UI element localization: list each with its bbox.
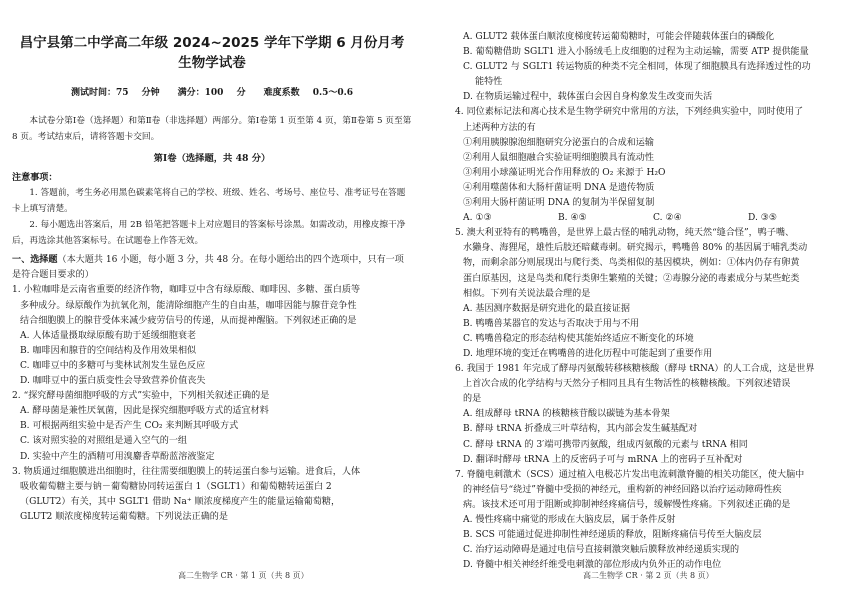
question-3-option-d: D. 在物质运输过程中，载体蛋白会因自身构象发生改变而失活	[463, 92, 713, 103]
question-3-option-c-cont: 能特性	[463, 77, 503, 88]
question-1-line: 结合细胞膜上的腺苷受体来减少疲劳信号的传递，从而提神醒脑。下列叙述正确的是	[20, 315, 357, 326]
question-4-option-c: C. ②④	[653, 213, 682, 224]
question-1	[12, 283, 412, 389]
question-4-option-b: B. ④⑤	[558, 213, 587, 224]
notes-heading: 注意事项：	[12, 172, 58, 184]
question-5-line: 水獭身、海狸尾，雄性后肢还暗藏毒刺。研究揭示，鸭嘴兽 80% 的基因属于哺乳类动	[463, 243, 808, 254]
question-6-line: 上首次合成的化学结构与天然分子相同且具有生物活性的核糖核酸。下列叙述错误	[463, 379, 791, 390]
question-7-option-b: B. SCS 可能通过促进抑制性神经递质的释放，阻断疼痛信号传至大脑皮层	[463, 530, 762, 541]
page-2-footer: 高二生物学 CR · 第 2 页（共 8 页）	[583, 571, 714, 580]
question-5	[455, 226, 855, 362]
exam-title-line2: 生物学试卷	[178, 55, 246, 71]
question-5-line: 5. 澳大利亚特有的鸭嘴兽，是世界上最古怪的哺乳动物，纯天然“缝合怪”，鸭子嘴、	[455, 228, 795, 239]
question-2	[12, 389, 412, 464]
question-2-option-b: B. 可根据两组实验中是否产生 CO₂ 来判断其呼吸方式	[20, 421, 239, 432]
question-5-option-c: C. 鸭嘴兽稳定的形态结构使其能始终适应不断变化的环境	[463, 333, 694, 344]
question-7-option-a: A. 慢性疼痛中痛觉的形成在大脑皮层，属于条件反射	[463, 515, 676, 525]
question-4-item: ④利用噬菌体和大肠杆菌证明 DNA 是遗传物质	[463, 182, 655, 193]
question-7-line: 病。该技术还可用于阻断或抑制神经疼痛信号，缓解慢性疼痛。下列叙述正确的是	[463, 499, 791, 510]
question-3-line: GLUT2 顺浓度梯度转运葡萄糖。下列说法正确的是	[20, 511, 228, 522]
question-2-option-c: C. 该对照实验的对照组是通入空气的一组	[20, 436, 188, 447]
question-1-option-a: A. 人体适量摄取绿原酸有助于延缓细胞衰老	[20, 330, 197, 341]
note-1: 1. 答题前，考生务必用黑色碳素笔将自己的学校、班级、姓名、考场号、座位号、准考证号在答题卡上填写清楚。	[12, 188, 406, 215]
question-3-line: （GLUT2）有关，其中 SGLT1 借助 Na⁺ 顺浓度梯度产生的能量运输葡萄糖，	[20, 496, 341, 507]
question-5-option-a: A. 基因测序数据是研究进化的最直接证据	[463, 303, 630, 314]
question-5-option-b: B. 鸭嘴兽某器官的发达与否取决于用与不用	[463, 318, 640, 329]
question-2-line: 2. “探究酵母菌细胞呼吸的方式”实验中，下列相关叙述正确的是	[12, 391, 270, 402]
question-3-line: 3. 物质通过细胞膜进出细胞时，往往需要细胞膜上的转运蛋白参与运输。进食后，人体	[12, 466, 361, 477]
question-5-line: 相似。下列有关说法最合理的是	[463, 288, 591, 299]
question-6-line: 的是	[463, 394, 482, 405]
question-2-option-d: D. 实验中产生的酒精可用溴麝香草酚蓝溶液鉴定	[20, 451, 215, 462]
page-1-column	[12, 0, 412, 525]
question-1-option-d: D. 咖啡豆中的蛋白质变性会导致营养价值丧失	[20, 376, 206, 387]
question-3-option-b: B. 葡萄糖借助 SGLT1 进入小肠绒毛上皮细胞的过程为主动运输，需要 ATP 提供能量	[463, 47, 809, 58]
question-1-line: 多种成分。绿原酸作为抗氧化剂，能清除细胞产生的自由基，咖啡因能与腺苷竞争性	[20, 300, 357, 311]
question-3-line: 吸收葡萄糖主要与钠－葡萄糖协同转运蛋白 1（SGLT1）和葡萄糖转运蛋白 2	[20, 481, 332, 492]
question-6-option-a: A. 组成酵母 tRNA 的核糖核苷酸以碳链为基本骨架	[463, 409, 670, 420]
question-3	[12, 465, 412, 525]
question-1-line: 1. 小粒咖啡是云南省重要的经济作物，咖啡豆中含有绿原酸、咖啡因、多糖、蛋白质等	[12, 285, 361, 296]
question-7-option-c: C. 治疗运动障碍是通过电信号直接刺激突触后膜释放神经递质实现的	[463, 545, 740, 556]
question-7-option-d: D. 脊髓中相关神经纤维受电刺激的部位形成内负外正的动作电位	[463, 560, 722, 571]
question-3-option-c: C. GLUT2 与 SGLT1 转运物质的种类不完全相同，体现了细胞膜具有选择透过性的功	[463, 62, 811, 73]
question-1-option-b: B. 咖啡因和腺苷的空间结构及作用效果相似	[20, 345, 197, 356]
question-7-line: 的神经信号“绕过”脊髓中受损的神经元，重构新的神经回路以治疗运动障碍性疾	[463, 484, 782, 495]
page-2-column	[455, 0, 855, 573]
note-2: 2. 每小题选出答案后，用 2B 铅笔把答题卡上对应题目的答案标号涂黑。如需改动，用橡皮擦干净后，再选涂其他答案标号。在试题卷上作答无效。	[12, 220, 406, 247]
question-4-options	[455, 211, 855, 226]
section1-label: 一、选择题	[12, 255, 58, 266]
question-7	[455, 468, 855, 574]
question-3-options	[455, 30, 855, 105]
question-5-line: 蛋白原基因，这是鸟类和爬行类卵生繁殖的关键；②毒腺分泌的毒素成分与某些蛇类	[463, 273, 800, 284]
question-4-item: ②利用人鼠细胞融合实验证明细胞膜具有流动性	[463, 152, 654, 163]
question-6-line: 6. 我国于 1981 年完成了酵母丙氨酸转移核糖核酸（酵母 tRNA）的人工合成，这是世界	[455, 364, 815, 375]
question-5-option-d: D. 地理环境的变迁在鸭嘴兽的进化历程中可能起到了重要作用	[463, 348, 713, 359]
question-4-option-d: D. ③⑤	[748, 213, 778, 224]
question-6-option-b: B. 酵母 tRNA 折叠成三叶草结构，其内部会发生碱基配对	[463, 424, 698, 435]
exam-intro: 本试卷分第Ⅰ卷（选择题）和第Ⅱ卷（非选择题）两部分。第Ⅰ卷第 1 页至第 4 页，第Ⅱ卷第 5 页至第 8 页。考试结束后，请将答题卡交回。	[12, 116, 412, 143]
question-5-line: 物，而剩余部分则展现出与爬行类、鸟类相似的基因模块，例如：①体内仍存有卵黄	[463, 258, 800, 269]
exam-title-line1: 昌宁县第二中学高二年级 2024~2025 学年下学期 6 月份月考	[19, 35, 405, 51]
question-4	[455, 105, 855, 226]
section1-text: （本大题共 16 小题，每小题 3 分，共 48 分。在每小题给出的四个选项中，只有一项是符合题目要求的）	[12, 255, 404, 281]
question-2-option-a: A. 酵母菌是兼性厌氧菌，因此是探究细胞呼吸方式的适宜材料	[20, 406, 269, 417]
question-4-item: ⑤利用大肠杆菌证明 DNA 的复制为半保留复制	[463, 198, 655, 209]
question-7-line: 7. 脊髓电刺激术（SCS）通过植入电极芯片发出电流刺激脊髓的相关功能区，使大脑中	[455, 469, 805, 480]
section1-heading	[12, 253, 412, 283]
part1-title: 第Ⅰ卷（选择题，共 48 分）	[153, 153, 271, 165]
question-3-option-a: A. GLUT2 载体蛋白顺浓度梯度转运葡萄糖时，可能会伴随载体蛋白的磷酸化	[463, 32, 775, 42]
question-6	[455, 362, 855, 468]
exam-info: 测试时间：75 分钟 满分：100 分 难度系数 0.5～0.6	[70, 88, 354, 98]
question-6-option-d: D. 翻译时酵母 tRNA 上的反密码子可与 mRNA 上的密码子互补配对	[463, 454, 743, 465]
question-4-item: ③利用小球藻证明光合作用释放的 O₂ 来源于 H₂O	[463, 167, 666, 178]
page-1-footer: 高二生物学 CR · 第 1 页（共 8 页）	[178, 571, 309, 580]
question-4-line: 上述两种方法的有	[463, 122, 536, 133]
question-6-option-c: C. 酵母 tRNA 的 3′端可携带丙氨酸，组成丙氨酸的元素与 tRNA 相同	[463, 439, 748, 450]
question-4-option-a: A. ①③	[463, 213, 492, 224]
question-4-line: 4. 同位素标记法和离心技术是生物学研究中常用的方法，下列经典实验中，同时使用了	[455, 107, 804, 118]
page-gutter	[430, 0, 431, 592]
question-4-item: ①利用胰腺腺泡细胞研究分泌蛋白的合成和运输	[463, 137, 654, 148]
question-1-option-c: C. 咖啡豆中的多糖可与斐林试剂发生显色反应	[20, 360, 206, 371]
